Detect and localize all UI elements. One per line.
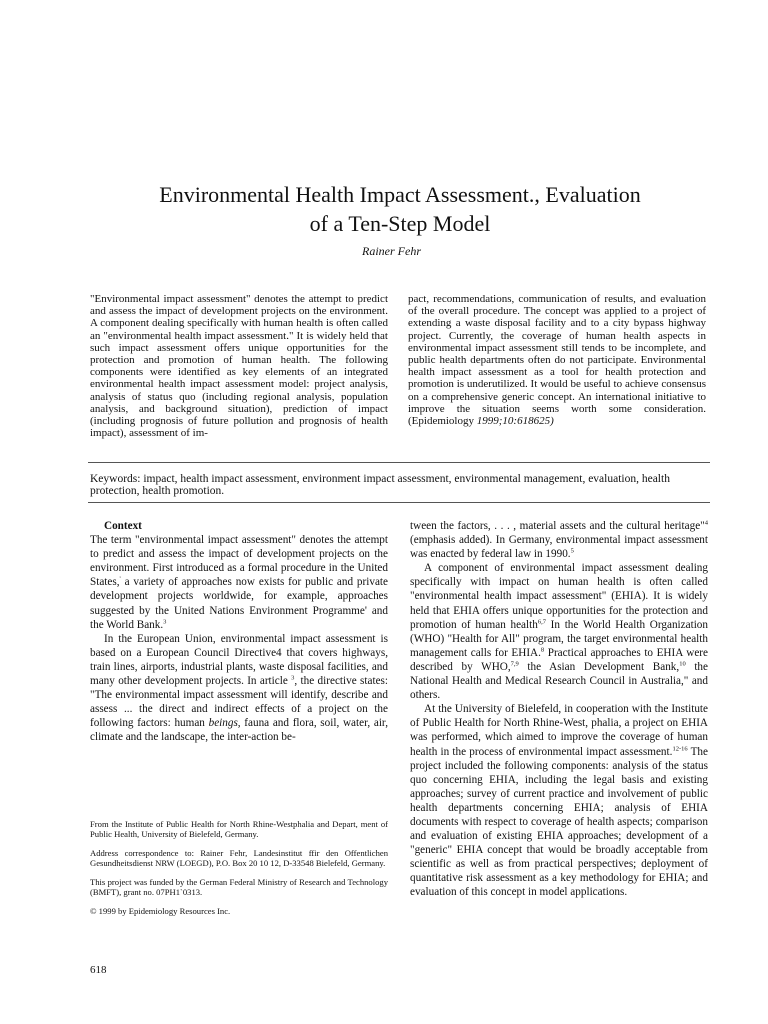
body-left-column [90,519,388,745]
reference-marker: 12-16 [672,744,688,752]
body-right-column [410,519,708,900]
title-line-1: Environmental Health Impact Assessment., Evaluation [159,182,641,207]
page-number: 618 [90,964,107,976]
body-paragraph-2 [90,632,388,745]
body-text: Practical approaches to EHIA were described by WHO, [410,646,708,673]
body-text: the Asian Development Bank, [518,660,680,673]
body-text: In the World Health Organization (WHO) "Health for All" program, the target environmental health management calls for EHIA. [410,618,708,659]
reference-marker: 5 [570,547,574,555]
body-text: In the European Union, environmental impact assessment is based on a European Council Directive4 that covers highways, train lines, airports, industrial plants, waste disposal facilities, and many other development projects. In article [90,632,388,688]
author-name: Rainer Fehr [362,244,421,258]
keywords-top-rule [88,462,710,463]
article-title [90,180,710,238]
body-text: The project included the following components: analysis of the status quo concerning EHIA, including the legal basis and existing approaches; survey of current practice and involvement of public health departments concerning EHIA; analysis of EHIA documents with respect to coverage of health aspects; comparison and evaluation of existing EHIA approaches; development of a "generic" EHIA concept that would be broadly acceptable from scientific as well as from practical perspectives; deployment of quantitative risk assessment as a key methodology for EHIA; and evaluation of this concept in model applications. [410,745,708,899]
abstract-right-column [408,293,706,427]
body-text: , the directive states: "The environmental impact assessment will identify, describe and assess ... the direct and indirect effects of a project on the following factors: human [90,675,388,730]
body-text-italic: beings, [208,717,241,730]
reference-marker: 4 [704,519,708,527]
body-text: At the University of Bielefeld, in cooperation with the Institute of Public Health for North Rhine-West, phalia, a project on EHIA was performed, which aimed to improve the coverage of human health in the process of environmental impact assessment. [410,703,708,758]
reference-marker: 7,9 [510,660,519,668]
body-text: (emphasis added). In Germany, environmental impact assessment was enacted by federal law in 1990. [410,534,708,561]
reference-marker: 3 [163,617,167,625]
reference-marker: 10 [679,660,686,668]
body-text: fauna and flora, soil, water, air, climate and the landscape, the inter-action be- [90,717,389,744]
body-paragraph-1 [90,533,388,632]
keywords-bottom-rule [88,502,710,503]
abstract-left-column: "Environmental impact assessment" denotes the attempt to predict and assess the impact of development projects on the environment. A component dealing specifically with human health is often called an "environmental health impact assessment." It is widely held that such impact assessment offers unique opportunities for the protection and promotion of human health. The following components were identified as key elements of an integrated environmental health impact assessment model: project analysis, analysis of status quo (including regional analysis, population analysis, and background situation), prediction of impact (including prognosis of future pollution and prognosis of health impact), assessment of im- [90,293,388,440]
reference-marker: ' [119,575,121,583]
reference-marker: 6,7 [537,617,546,625]
body-paragraph-4 [410,561,708,702]
reference-marker: 3 [291,674,295,682]
body-text: The term "environmental impact assessment" denotes the attempt to predict and assess the impact of development projects on the environment. First introduced as a formal procedure in the United States, [90,534,388,589]
footnotes [90,819,388,925]
footnote-copyright: © 1999 by Epidemiology Resources Inc. [90,906,231,916]
abstract-right-text: pact, recommendations, communication of results, and evaluation of the overall procedure. The concept was applied to a project of extending a waste disposal facility and to a city bypass highway project. Currently, the coverage of human health aspects in environmental impact assessment still tends to be incomplete, and public health departments often do not participate. Environmental health impact assessment as a tool for health protection and promotion is underutilized. It would be useful to achieve consensus on a comprehensive generic concept. An international initiative to improve the situation seems worth some consideration. (Epidemiology [408,293,706,428]
body-paragraph-3 [410,519,708,561]
abstract-citation: 1999;10:618625) [476,415,554,428]
section-heading-context: Context [104,520,142,532]
title-line-2: of a Ten-Step Model [309,211,491,236]
footnote-funding: This project was funded by the German Federal Ministry of Research and Technology (BMFT), grant no. 07PH1`0313. [90,877,388,897]
body-paragraph-5 [410,702,708,899]
reference-marker: 8 [540,646,545,654]
body-text: A component of environmental impact assessment dealing specifically with impact on human health is often called "environmental health impact assessment" (EHIA). It is widely held that EHIA offers unique opportunities for the protection and promotion of human health [410,562,708,631]
keywords: Keywords: impact, health impact assessment, environment impact assessment, environmental management, evaluation, health protection, health promotion. [90,473,670,497]
body-text: a variety of approaches now exists for public and private development projects worldwide, for example, approaches suggested by the United Nations Environment Programme' and the World Bank. [90,576,388,631]
footnote-correspondence: Address correspondence to: Rainer Fehr, Landesinstitut ffir den Offentlichen Gesundheitsdienst NRW (LOEGD), P.O. Box 20 10 12, D-33548 Bielefeld, Germany. [90,848,388,868]
body-text: the National Health and Medical Research Council in Australia," and others. [410,660,708,702]
footnote-affiliation: From the Institute of Public Health for North Rhine-Westphalia and Depart, ment of Public Health, University of Bielefeld, Germany. [90,819,388,839]
body-text: tween the factors, . . . , material assets and the cultural heritage" [410,520,705,532]
